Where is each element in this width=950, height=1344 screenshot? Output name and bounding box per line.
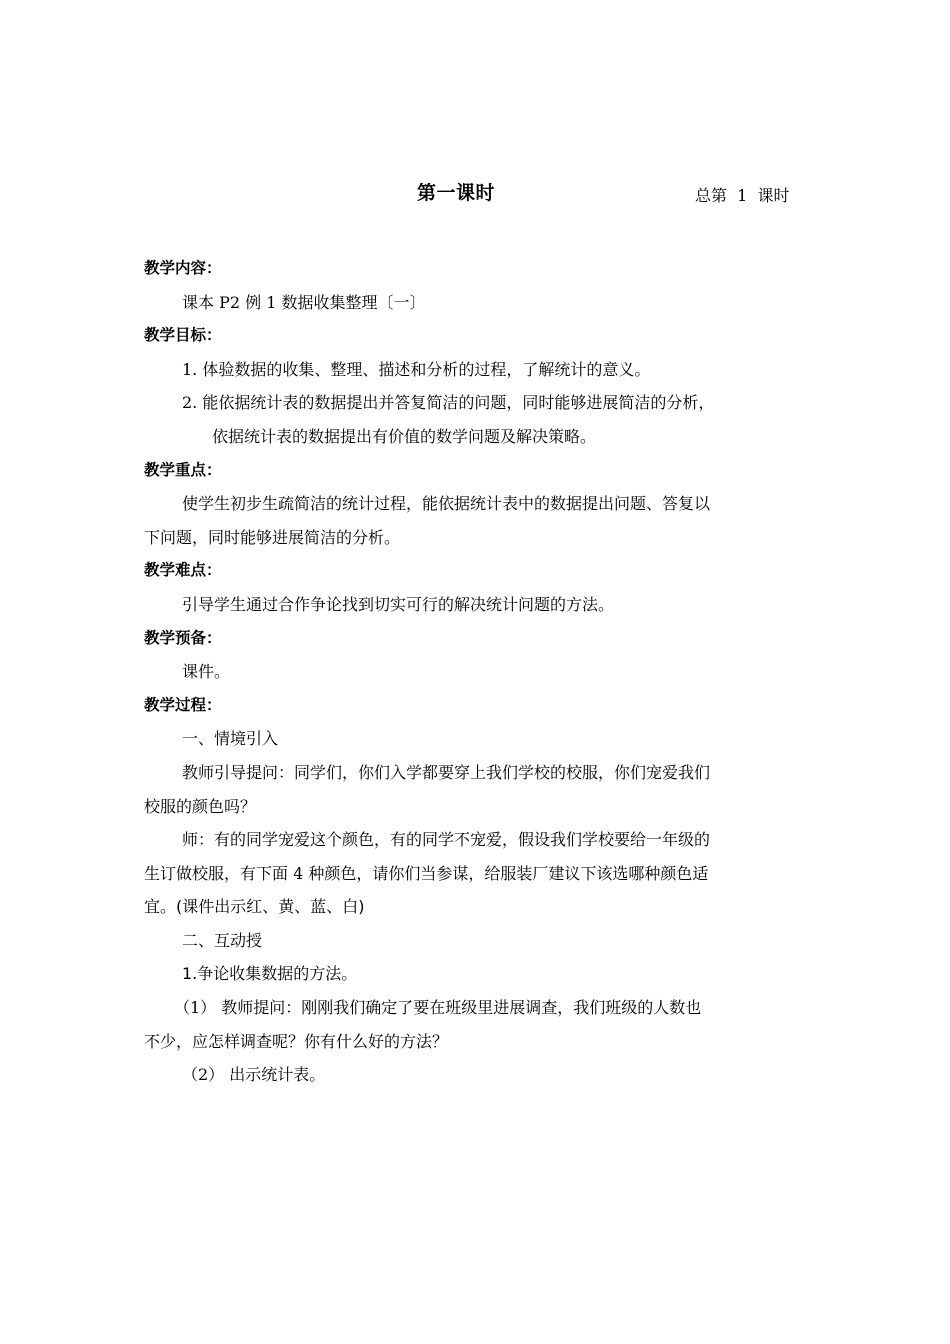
objective-item-1: 1. 体验数据的收集、整理、描述和分析的过程，了解统计的意义。: [182, 359, 651, 379]
key-points-text-continued: 下问题，同时能够进展简洁的分析。: [144, 527, 401, 547]
section-heading-objectives: 教学目标：: [144, 326, 222, 345]
lesson-plan-body: [144, 252, 808, 1092]
section-heading-difficulties: 教学难点：: [144, 561, 222, 580]
objective-item-2: 2. 能依据统计表的数据提出并答复简洁的问题，同时能够进展简洁的分析，: [182, 393, 715, 413]
process-question-1: （1） 教师提问：刚刚我们确定了要在班级里进展调查，我们班级的人数也: [174, 998, 702, 1018]
objective-item-2-continued: 依据统计表的数据提出有价值的数学问题及解决策略。: [212, 426, 597, 446]
lesson-period-count: 总第 1 课时: [695, 186, 790, 205]
page-title: 第一课时: [417, 182, 496, 204]
process-paragraph-2-continued: 生订做校服，有下面 4 种颜色，请你们当参谋，给服装厂建议下该选哪种颜色适: [144, 863, 709, 883]
process-paragraph-1: 教师引导提问：同学们，你们入学都要穿上我们学校的校服，你们宠爱我们: [182, 762, 711, 782]
section-heading-process: 教学过程：: [144, 695, 222, 714]
process-paragraph-2: 师：有的同学宠爱这个颜色，有的同学不宠爱，假设我们学校要给一年级的: [182, 830, 711, 850]
process-section-1: 一、情境引入: [182, 729, 279, 749]
preparation-text: 课件。: [182, 662, 231, 682]
section-heading-content: 教学内容：: [144, 259, 222, 277]
process-step-1: 1.争论收集数据的方法。: [182, 964, 358, 984]
key-points-text: 使学生初步生疏简洁的统计过程，能依据统计表中的数据提出问题、答复以: [182, 494, 711, 514]
section-heading-preparation: 教学预备：: [144, 628, 222, 647]
process-section-2: 二、互动授: [182, 930, 263, 950]
difficulties-text: 引导学生通过合作争论找到切实可行的解决统计问题的方法。: [182, 594, 615, 614]
process-question-1-continued: 不少，应怎样调查呢？你有什么好的方法？: [144, 1031, 449, 1051]
process-question-2: （2） 出示统计表。: [182, 1065, 326, 1085]
section-heading-key-points: 教学重点：: [144, 460, 222, 479]
content-text: 课本 P2 例 1 数据收集整理〔一〕: [182, 292, 426, 312]
process-paragraph-2-end: 宜。(课件出示红、黄、蓝、白): [144, 897, 365, 917]
process-paragraph-1-continued: 校服的颜色吗？: [144, 796, 257, 816]
